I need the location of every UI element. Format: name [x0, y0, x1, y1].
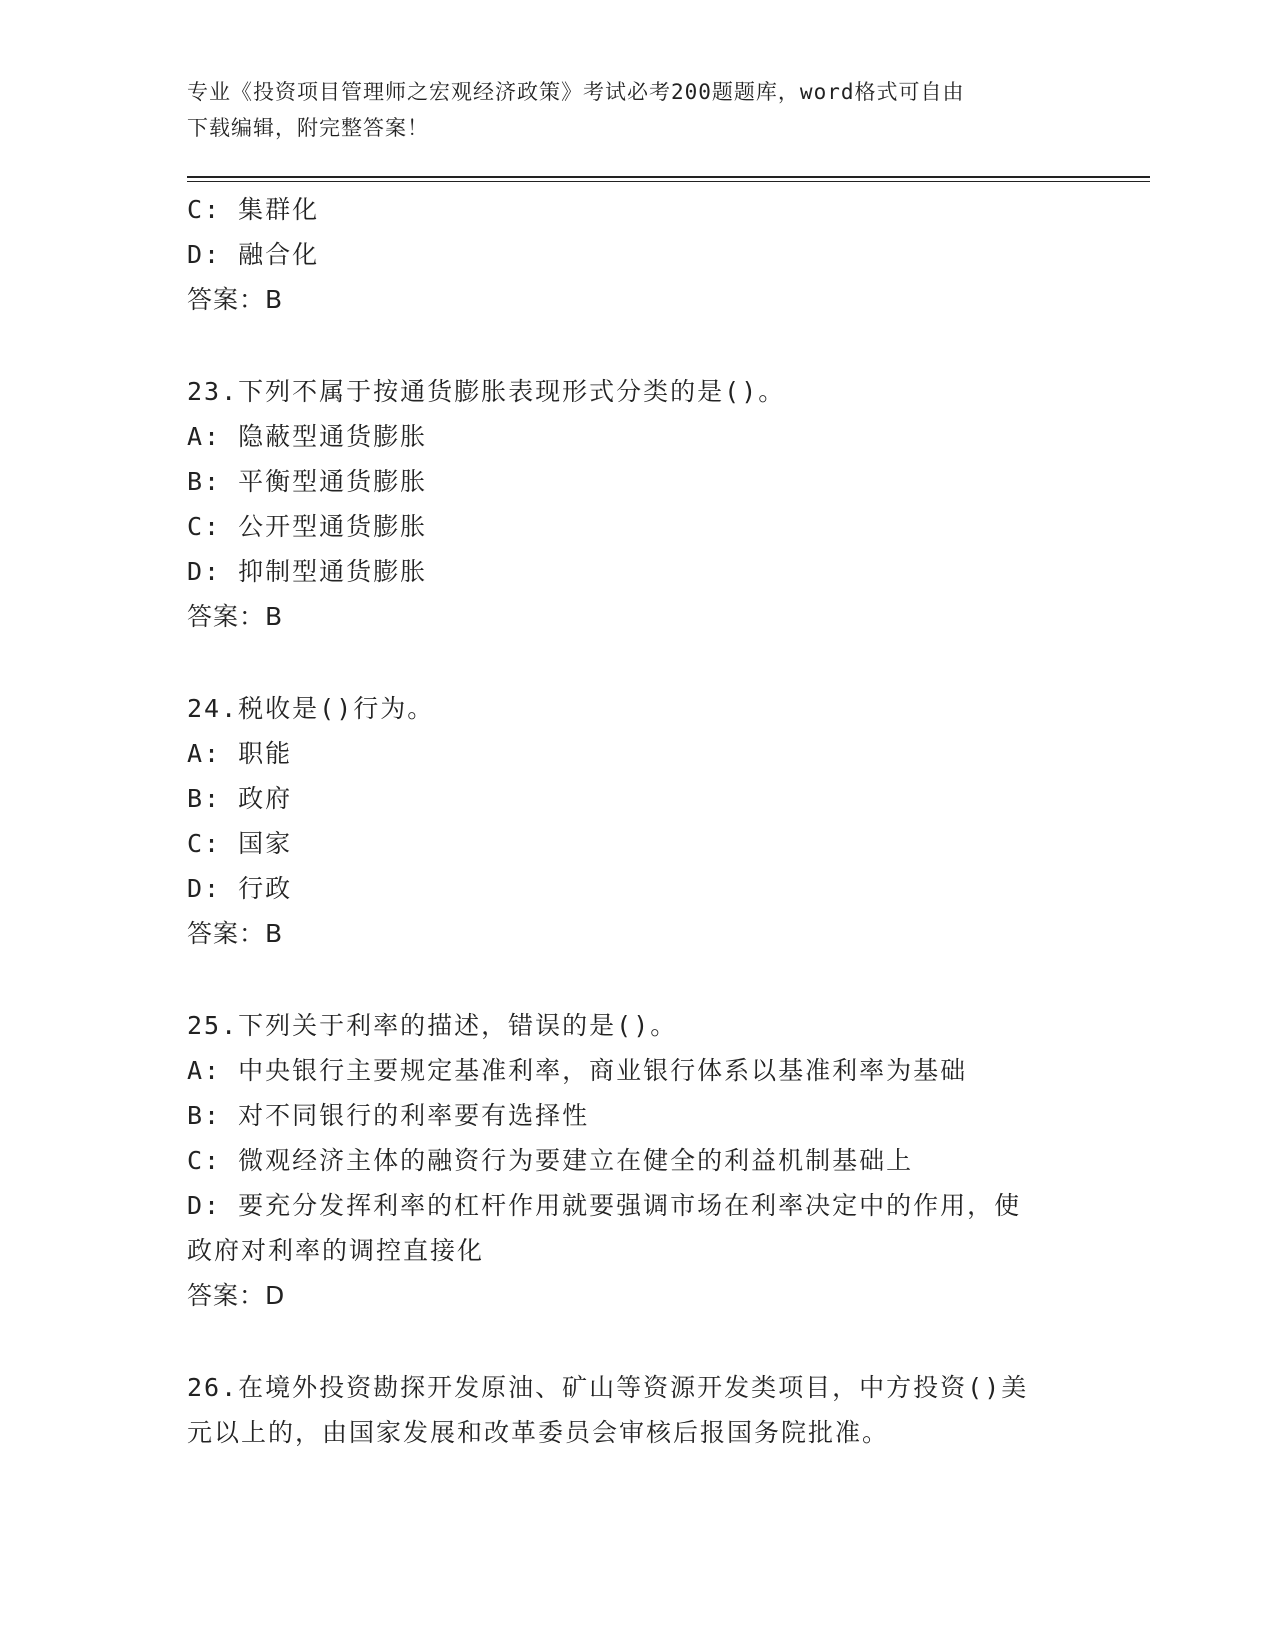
option-b: B: 政府 — [187, 784, 293, 813]
answer: 答案：B — [187, 285, 284, 314]
option-c: C: 集群化 — [187, 195, 320, 224]
question-stem-line-2: 元以上的，由国家发展和改革委员会审核后报国务院批准。 — [187, 1418, 890, 1447]
question-stem-line-1: 26.在境外投资勘探开发原油、矿山等资源开发类项目，中方投资()美 — [187, 1373, 1029, 1402]
option-d-line-2: 政府对利率的调控直接化 — [187, 1236, 485, 1265]
header-divider-thin — [187, 181, 1150, 182]
option-d-line-1: D: 要充分发挥利率的杠杆作用就要强调市场在利率决定中的作用，使 — [187, 1191, 1022, 1220]
question-26 — [187, 1365, 1087, 1455]
answer: 答案：B — [187, 919, 284, 948]
question-stem: 25.下列关于利率的描述，错误的是()。 — [187, 1011, 678, 1040]
document-header — [187, 74, 1067, 146]
header-line-1: 专业《投资项目管理师之宏观经济政策》考试必考200题题库，word格式可自由 — [187, 80, 965, 104]
option-b: B: 对不同银行的利率要有选择性 — [187, 1101, 590, 1130]
option-a: A: 职能 — [187, 739, 293, 768]
option-c: C: 公开型通货膨胀 — [187, 512, 428, 541]
header-divider-thick — [187, 176, 1150, 178]
option-d: D: 融合化 — [187, 240, 320, 269]
question-stem: 24.税收是()行为。 — [187, 694, 435, 723]
option-c: C: 微观经济主体的融资行为要建立在健全的利益机制基础上 — [187, 1146, 914, 1175]
option-d: D: 抑制型通货膨胀 — [187, 557, 428, 586]
question-22-tail — [187, 187, 1087, 322]
question-25 — [187, 1003, 1087, 1318]
option-d: D: 行政 — [187, 874, 293, 903]
option-c: C: 国家 — [187, 829, 293, 858]
option-a: A: 中央银行主要规定基准利率，商业银行体系以基准利率为基础 — [187, 1056, 968, 1085]
question-23 — [187, 369, 1087, 639]
question-stem: 23.下列不属于按通货膨胀表现形式分类的是()。 — [187, 377, 786, 406]
answer: 答案：B — [187, 602, 284, 631]
answer: 答案：D — [187, 1281, 286, 1310]
header-line-2: 下载编辑，附完整答案！ — [187, 116, 429, 140]
option-a: A: 隐蔽型通货膨胀 — [187, 422, 428, 451]
question-list — [187, 187, 1087, 1455]
question-24 — [187, 686, 1087, 956]
option-b: B: 平衡型通货膨胀 — [187, 467, 428, 496]
